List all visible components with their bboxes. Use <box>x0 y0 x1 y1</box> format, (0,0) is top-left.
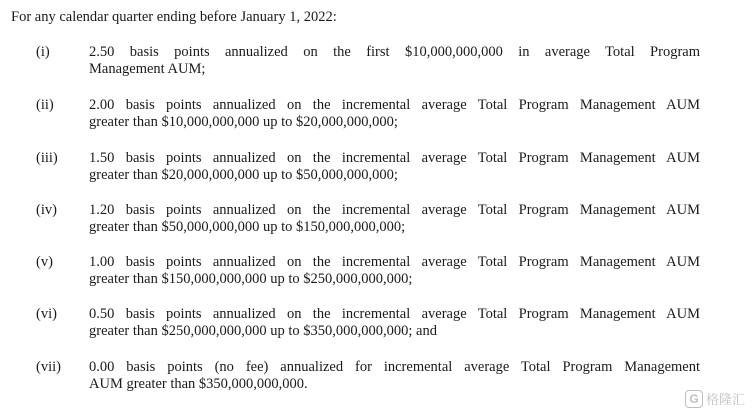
item-number: (vi) <box>36 306 57 322</box>
item-text-line-1: 0.00 basis points (no fee) annualized for incremental average Total Program Management <box>89 359 700 375</box>
item-text-line-2: AUM greater than $350,000,000,000. <box>89 376 308 392</box>
item-number: (ii) <box>36 97 54 113</box>
item-text-line-1: 1.20 basis points annualized on the incremental average Total Program Management AUM <box>89 202 700 218</box>
item-text <box>89 202 700 236</box>
item-text-line-1: 1.50 basis points annualized on the incremental average Total Program Management AUM <box>89 150 700 166</box>
item-text <box>89 44 700 78</box>
item-text-line-1: 2.00 basis points annualized on the incremental average Total Program Management AUM <box>89 97 700 113</box>
item-text <box>89 97 700 131</box>
item-number: (i) <box>36 44 50 60</box>
watermark <box>685 389 745 408</box>
item-text <box>89 150 700 184</box>
watermark-logo-icon: G <box>685 390 703 408</box>
item-number: (v) <box>36 254 53 270</box>
item-text <box>89 359 700 393</box>
item-text-line-2: greater than $150,000,000,000 up to $250,000,000,000; <box>89 271 413 287</box>
item-text <box>89 254 700 288</box>
item-text <box>89 306 700 340</box>
item-number: (iii) <box>36 150 58 166</box>
intro-line: For any calendar quarter ending before January 1, 2022: <box>11 9 337 25</box>
item-text-line-2: greater than $20,000,000,000 up to $50,000,000,000; <box>89 167 398 183</box>
item-text-line-1: 2.50 basis points annualized on the first $10,000,000,000 in average Total Program <box>89 44 700 60</box>
item-text-line-2: Management AUM; <box>89 61 206 77</box>
item-text-line-1: 0.50 basis points annualized on the incremental average Total Program Management AUM <box>89 306 700 322</box>
item-text-line-2: greater than $50,000,000,000 up to $150,000,000,000; <box>89 219 406 235</box>
item-text-line-2: greater than $10,000,000,000 up to $20,000,000,000; <box>89 114 398 130</box>
item-text-line-2: greater than $250,000,000,000 up to $350,000,000,000; and <box>89 323 437 339</box>
item-text-line-1: 1.00 basis points annualized on the incremental average Total Program Management AUM <box>89 254 700 270</box>
item-number: (iv) <box>36 202 57 218</box>
watermark-text: 格隆汇 <box>705 393 745 408</box>
item-number: (vii) <box>36 359 61 375</box>
